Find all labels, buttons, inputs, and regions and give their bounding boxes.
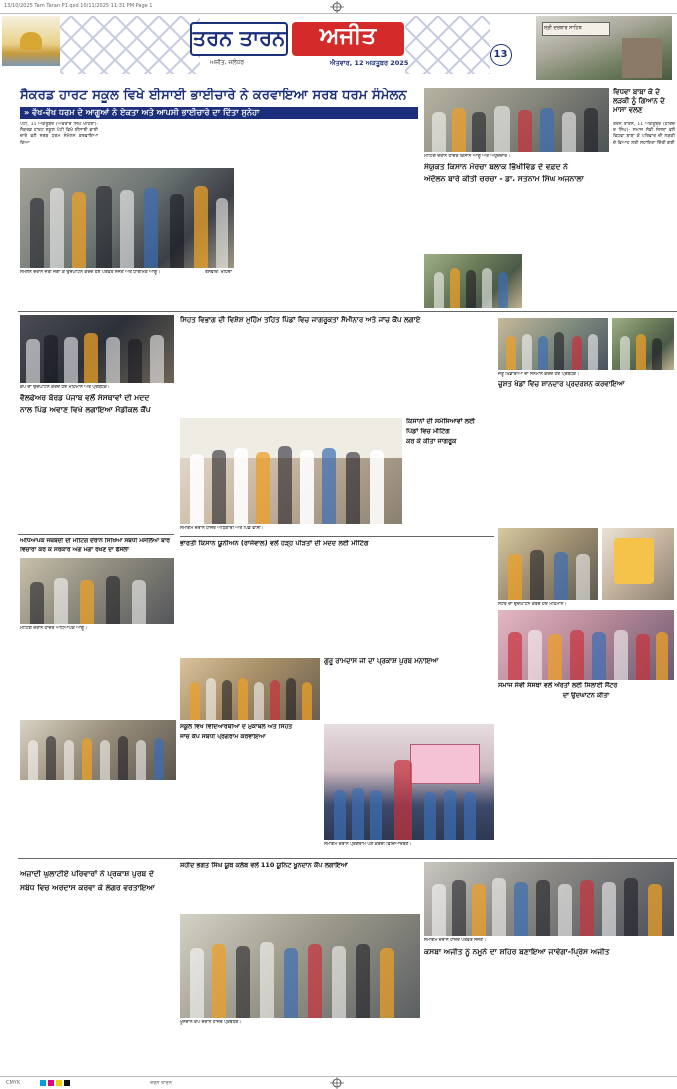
medical-camp-photo (20, 315, 174, 383)
section-divider (18, 311, 677, 312)
centre-col-2 (243, 328, 303, 416)
women-headline-l2: ਦਾ ਉਦਘਾਟਨ ਕੀਤਾ (562, 692, 610, 699)
sports-photo-1 (498, 318, 608, 370)
masthead-place: ਅਜੀਤ, ਜਲੰਧਰ (210, 59, 245, 66)
teachers-col-2 (73, 634, 123, 718)
centre-col-3 (306, 328, 366, 416)
title-left: ਤਰਨ ਤਾਰਨ (192, 26, 286, 50)
title-right: ਅਜੀਤ (319, 23, 377, 49)
medical-camp-col-1 (20, 420, 70, 530)
blood-donation-col-3 (342, 874, 420, 912)
cyan-swatch (40, 1080, 46, 1086)
sports-col-2 (557, 392, 613, 520)
medical-camp-col-2 (73, 420, 123, 530)
bottom-right-col-3 (590, 964, 674, 1070)
footer-left-marks: CMYK (6, 1080, 21, 1086)
farmers-story-photo-2 (424, 254, 522, 308)
centre-divider-1 (180, 536, 494, 537)
blood-donation-photo (180, 914, 420, 1018)
farmers-meeting-col-2 (239, 552, 295, 656)
gurpurab-col-2 (383, 670, 439, 720)
bottom-divider (18, 858, 677, 859)
main-photo-credit: ਤਸਵੀਰ: ਖਹਿਰਾ (205, 270, 232, 275)
centre-photo (180, 418, 402, 524)
main-story-col-6 (238, 122, 298, 308)
sports-col-1 (498, 392, 554, 520)
blood-donation-col-2 (261, 874, 339, 912)
farmers-meeting-col-1 (180, 552, 236, 656)
farmers-meeting-col-4 (357, 552, 413, 656)
footer-center-mark: ਤਰਨ ਤਾਰਨ (150, 1080, 172, 1086)
bottom-right-headline: ਕਸਬਾ ਅਜੀਤ ਨੂੰ ਨਮੂਨੇ ਦਾ ਸ਼ਹਿਰ ਬਣਾਇਆ ਜਾਵੇਗਾ-ਪ੍ਰਿੰਸ ਅਜੀਤ (424, 948, 610, 956)
teachers-headline-l2: ਵਿਚਾਰਾਂ ਕਰ ਕੇ ਸਰਕਾਰ ਅੱਗੇ ਮੰਗਾਂ ਰੱਖਣ ਦਾ ਫੈਸਲਾ (20, 547, 129, 553)
farmers-headline-l2: ਅੰਦੋਲਨ ਬਾਰੇ ਕੀਤੀ ਚਰਚਾ - ਡਾ. ਸਤਨਾਮ ਸਿੰਘ ਅਜਨਾਲਾ (424, 175, 584, 183)
registration-mark-bottom-icon (330, 1077, 344, 1089)
black-swatch (64, 1080, 70, 1086)
left-story-text-3 (20, 782, 176, 854)
main-story-col-3 (166, 122, 236, 168)
bottom-right-col-1 (424, 964, 504, 1070)
centre-headline: ਸਿਹਤ ਵਿਭਾਗ ਦੀ ਵਿਸ਼ੇਸ਼ ਮੁਹਿੰਮ ਤਹਿਤ ਪਿੰਡਾਂ ਵਿਚ ਜਾਗਰੂਕਤਾ ਸੈਮੀਨਾਰ ਅਤੇ ਜਾਂਚ ਕੈਂਪ ਲਗਾਏ (180, 316, 421, 324)
main-story-col-8 (364, 122, 420, 308)
prayer-headline-l1: ਅਜ਼ਾਦੀ ਘੁਲਾਟੀਏ ਪਰਿਵਾਰਾਂ ਨੇ ਪ੍ਰਕਾਸ਼ ਪੁਰਬ ਦੇ (20, 870, 154, 878)
prayer-headline-l2: ਸਬੰਧ ਵਿਚ ਅਰਦਾਸ ਕਰਵਾ ਕੇ ਲੰਗਰ ਵਰਤਾਇਆ (20, 884, 155, 892)
right-col-headline: ਵਿਧਵਾ ਬਾਬਾ ਕੇ ਦੇ ਲੜਕੀ ਨੂੰ ਗਿਆਨ ਦੇ ਮਾਸਾ ਵਲਣ (613, 88, 665, 114)
ngo-headline-l1: ਕਿਸਾਨਾਂ ਦੀ ਸਮੱਸਿਆਵਾਂ ਲਈ (406, 418, 475, 425)
left-divider-1 (18, 534, 174, 535)
farmers-story-col-4 (526, 254, 609, 308)
teachers-photo (20, 558, 174, 624)
print-info: 13/10/2025 Tarn Taran P1.qxd 10/11/2025 11:31 PM Page 1 (4, 3, 153, 9)
lattice-pattern-left (60, 16, 200, 74)
bottom-right-col-2 (507, 964, 587, 1070)
centre-col-1 (180, 328, 240, 416)
farmers-group-photo (424, 88, 609, 152)
school-col-1 (180, 746, 248, 850)
women-col-2 (557, 704, 613, 872)
main-subhead-text: ਵੱਖ-ਵੱਖ ਧਰਮ ਦੇ ਆਗੂਆਂ ਨੇ ਏਕਤਾ ਅਤੇ ਆਪਸੀ ਭਾਈਚਾਰੇ ਦਾ ਦਿੱਤਾ ਸੁਨੇਹਾ (32, 107, 260, 117)
prayer-col-1 (20, 900, 70, 1070)
blood-donation-caption: ਖੂਨਦਾਨ ਕੈਂਪ ਦੌਰਾਨ ਹਾਜ਼ਰ ਪ੍ਰਬੰਧਕ। (180, 1020, 242, 1025)
medical-camp-col-3 (126, 420, 176, 530)
blood-donation-col-4 (180, 1028, 420, 1072)
medical-camp-headline-l2: ਨਾਲ ਪਿੰਡ ਅਵਾਣ ਵਿਖੇ ਲਗਾਇਆ ਮੈਡੀਕਲ ਕੈਂਪ (20, 406, 151, 414)
women-photo-2 (602, 528, 674, 600)
main-photo-caption: ਸੰਮੇਲਨ ਦੌਰਾਨ ਜੋਤੀ ਜਗਾ ਕੇ ਉਦਘਾਟਨ ਕਰਦੇ ਹੋਏ ਪਤਵੰਤੇ ਸੱਜਣ ਅਤੇ ਧਾਰਮਿਕ ਆਗੂ। (20, 270, 161, 275)
main-story-photo (20, 168, 234, 268)
women-col-3 (616, 704, 674, 872)
teachers-col-3 (126, 634, 176, 718)
farmers-story-col-3 (552, 188, 609, 252)
sports-col-3 (616, 392, 674, 520)
ngo-headline-l2: ਪਿੰਡਾਂ ਵਿਚ ਮੀਟਿੰਗ (406, 428, 450, 435)
footer-strip (0, 1076, 677, 1089)
main-story-col-5 (124, 278, 234, 308)
main-subhead (20, 107, 418, 119)
side-sign-text: ਸ੍ਰੀ ਦਰਬਾਰ ਸਾਹਿਬ (544, 25, 582, 31)
main-story-col-2 (102, 122, 162, 168)
gurpurab-headline: ਗੁਰੂ ਰਾਮਦਾਸ ਜੀ ਦਾ ਪ੍ਰਕਾਸ਼ ਪੁਰਬ ਮਨਾਇਆ (324, 658, 439, 665)
main-headline: ਸੈਕਰਡ ਹਾਰਟ ਸਕੂਲ ਵਿਖੇ ਈਸਾਈ ਭਾਈਚਾਰੇ ਨੇ ਕਰਵਾਇਆ ਸਰਬ ਧਰਮ ਸੰਮੇਲਨ (20, 88, 407, 103)
bottom-right-caption: ਸਮਾਗਮ ਦੌਰਾਨ ਹਾਜ਼ਰ ਪਤਵੰਤੇ ਸੱਜਣ। (424, 938, 487, 943)
centre-col-5 (432, 328, 492, 416)
blood-donation-headline: ਸ਼ਹੀਦ ਭਗਤ ਸਿੰਘ ਯੂਥ ਕਲੱਬ ਵਲੋਂ 110 ਯੂਨਿਟ ਖੂਨਦਾਨ ਕੈਂਪ ਲਗਾਇਆ (180, 862, 348, 869)
women-col-1 (498, 704, 554, 872)
main-story-dateline: ਪੱਟੀ, 11 ਅਕਤੂਬਰ (ਅਵਤਾਰ ਸਿੰਘ ਖਹਿਰਾ)- ਸੈਕਰਡ ਹਾਰਟ ਸਕੂਲ ਪੱਟੀ ਵਿਖੇ ਈਸਾਈ ਭਾਈਚਾਰੇ ਵਲੋਂ ਸਰਬ ਧਰਮ ਸੰਮੇਲਨ ਕਰਵਾਇਆ ਗਿਆ (20, 122, 98, 146)
gurpurab-col-1 (324, 670, 380, 720)
left-photo-3 (20, 720, 176, 780)
women-photo-1 (498, 528, 598, 600)
teachers-col-1 (20, 634, 70, 718)
golden-temple-image (2, 16, 60, 66)
sports-headline: ਚੁਸ਼ਤ ਖੇਡਾਂ ਵਿਚ ਸ਼ਾਨਦਾਰ ਪ੍ਰਦਰਸ਼ਨ ਕਰਵਾਇਆ (498, 380, 625, 388)
sports-photo-2 (612, 318, 674, 370)
farmers-meeting-headline: ਭਾਰਤੀ ਕਿਸਾਨ ਯੂਨੀਅਨ (ਰਾਜੇਵਾਲ) ਵਲੋਂ ਹੜ੍ਹ ਪੀੜਤਾਂ ਦੀ ਮਦਦ ਲਈ ਮੀਟਿੰਗ (180, 540, 369, 547)
blood-donation-col-1 (180, 874, 258, 912)
bottom-right-photo (424, 862, 674, 936)
school-headline-l1: ਸਕੂਲ ਵਿਖੇ ਵਿਦਿਆਰਥੀਆਂ ਦੇ ਮੁਕਾਬਲੇ ਅਤੇ ਸਿਹਤ (180, 724, 293, 730)
school-headline-l2: ਜਾਂਚ ਕੈਂਪ ਸਬੰਧੀ ਪ੍ਰੋਗਰਾਮ ਕਰਵਾਇਆ (180, 734, 266, 740)
farmers-story-col-2 (488, 188, 548, 252)
gurpurab-photo (180, 658, 320, 720)
chevron-right-icon: » (24, 107, 33, 117)
sports-photo-caption: ਜੇਤੂ ਖਿਡਾਰੀਆਂ ਦਾ ਸਨਮਾਨ ਕਰਦੇ ਹੋਏ ਪ੍ਰਬੰਧਕ। (498, 372, 580, 377)
right-col-text: ਤਰਨ ਤਾਰਨ, 11 ਅਕਤੂਬਰ (ਹਰਿੰਦਰ ਸਿੰਘ)- ਸਮਾਜ ਸੇਵੀ ਸੰਸਥਾ ਵਲੋਂ ਵਿਧਵਾ ਬਾਬਾ ਕੇ ਪਰਿਵਾਰ ਦੀ ਲੜਕੀ ਦੇ ਵਿਆਹ ਲਈ ਸਹਾਇਤਾ ਦਿੱਤੀ ਗਈ (613, 122, 675, 146)
women-photo-caption: ਸੈਂਟਰ ਦਾ ਉਦਘਾਟਨ ਕਰਦੇ ਹੋਏ ਮਹਿਮਾਨ। (498, 602, 567, 607)
medical-camp-headline-l1: ਵੈਲਫੇਅਰ ਬੋਰਡ ਪੰਜਾਬ ਵਲੋਂ ਸੰਸਥਾਵਾਂ ਦੀ ਮਦਦ (20, 394, 150, 402)
title-left-box (190, 22, 288, 56)
farmers-meeting-col-5 (416, 552, 494, 656)
masthead-date: ਐਤਵਾਰ, 12 ਅਕਤੂਬਰ 2025 (330, 59, 409, 67)
prayer-col-2 (73, 900, 123, 1070)
main-story-col-7 (302, 122, 360, 308)
title-right-box (292, 22, 404, 56)
prayer-col-3 (126, 900, 176, 1070)
lattice-pattern-right (405, 16, 490, 74)
gurpurab-col-3 (442, 670, 494, 720)
farmers-headline-l1: ਸੰਯੁਕਤ ਕਿਸਾਨ ਮੋਰਚਾ ਬਲਾਕ ਭਿੱਖੀਵਿੰਡ ਦੇ ਵਫ਼ਦ ਨੇ (424, 163, 568, 171)
registration-mark-icon (330, 1, 344, 13)
masthead-side-photo (536, 16, 672, 80)
ngo-story-text (406, 450, 494, 526)
school-event-photo (324, 724, 494, 840)
teachers-photo-caption: ਮੀਟਿੰਗ ਦੌਰਾਨ ਹਾਜ਼ਰ ਅਧਿਆਪਕ ਆਗੂ। (20, 626, 88, 631)
school-col-2 (251, 746, 320, 850)
teachers-headline-l1: ਅਧਿਆਪਕ ਜਥੇਬੰਦੀ ਦੀ ਮੀਟਿੰਗ ਦੌਰਾਨ ਸਿੱਖਿਆ ਸਬੰਧੀ ਮਸਲਿਆਂ ਬਾਰੇ (20, 538, 170, 544)
women-headline-l1: ਸਮਾਜ ਸੇਵੀ ਸੰਸਥਾ ਵਲੋਂ ਔਰਤਾਂ ਲਈ ਸਿਲਾਈ ਸੈਂਟਰ (498, 682, 618, 689)
farmers-meeting-col-3 (298, 552, 354, 656)
centre-photo-caption: ਸਮਾਗਮ ਦੌਰਾਨ ਹਾਜ਼ਰ ਅਧਿਕਾਰੀ ਅਤੇ ਪਿੰਡ ਵਾਸੀ। (180, 526, 264, 531)
magenta-swatch (48, 1080, 54, 1086)
farmers-story-col-1 (424, 188, 484, 252)
print-strip (0, 0, 677, 14)
farmers-photo-caption: ਮੀਟਿੰਗ ਦੌਰਾਨ ਹਾਜ਼ਰ ਕਿਸਾਨ ਆਗੂ ਅਤੇ ਅਹੁਦੇਦਾਰ। (424, 154, 511, 159)
main-story-col-4 (20, 278, 120, 308)
yellow-swatch (56, 1080, 62, 1086)
women-photo-3 (498, 610, 674, 680)
medical-camp-caption: ਕੈਂਪ ਦਾ ਉਦਘਾਟਨ ਕਰਦੇ ਹੋਏ ਮਹਿਮਾਨ ਅਤੇ ਪ੍ਰਬੰਧਕ। (20, 385, 110, 390)
centre-col-4 (369, 328, 429, 416)
masthead (0, 14, 677, 80)
page-number: 13 (493, 49, 508, 60)
page-number-badge (490, 44, 512, 66)
ngo-headline-l3: ਕਰ ਕੇ ਕੀਤਾ ਜਾਗਰੂਕ (406, 438, 457, 445)
school-photo-caption: ਸਮਾਗਮ ਦੌਰਾਨ ਪ੍ਰੋਗਰਾਮ ਪੇਸ਼ ਕਰਦੀ ਵਿਦਿਆਰਥਣ। (324, 842, 412, 847)
